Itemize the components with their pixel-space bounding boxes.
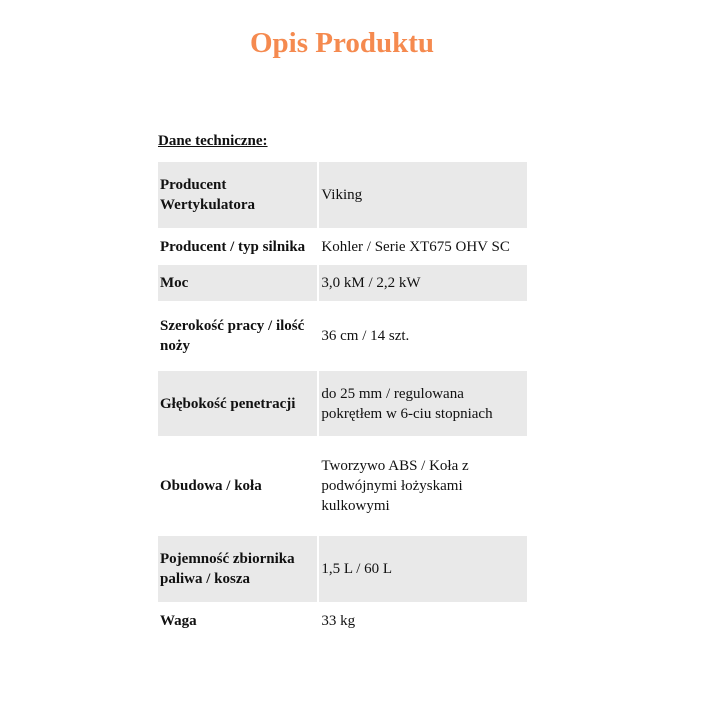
spec-value: Tworzywo ABS / Koła z podwójnymi łożyskami kulkowymi xyxy=(321,458,469,514)
spec-table xyxy=(156,162,529,640)
spec-label: Obudowa / koła xyxy=(160,478,262,494)
table-row xyxy=(158,536,527,602)
spec-label: Waga xyxy=(160,613,197,629)
spec-value: 33 kg xyxy=(321,613,356,629)
section-heading: Dane techniczne: xyxy=(158,133,268,149)
spec-value: 1,5 L / 60 L xyxy=(319,536,527,602)
spec-label: Moc xyxy=(158,265,317,301)
spec-label: Pojemność zbiornika paliwa / kosza xyxy=(158,536,317,602)
spec-label: Producent / typ silnika xyxy=(160,238,306,255)
spec-label: Producent Wertykulatora xyxy=(158,162,317,228)
spec-label: Głębokość penetracji xyxy=(158,371,317,436)
page-title: Opis Produktu xyxy=(249,27,434,59)
spec-value: 36 cm / 14 szt. xyxy=(321,328,410,344)
spec-value: do 25 mm / regulowana pokrętłem w 6-ciu stopniach xyxy=(319,371,527,436)
table-row xyxy=(158,228,527,265)
table-row xyxy=(158,371,527,436)
table-row xyxy=(158,301,527,371)
spec-label: Szerokość pracy / ilość noży xyxy=(160,318,305,354)
spec-value: 3,0 kM / 2,2 kW xyxy=(319,265,527,301)
table-row xyxy=(158,265,527,301)
table-row xyxy=(158,436,527,536)
spec-value: Viking xyxy=(319,162,527,228)
table-row xyxy=(158,602,527,640)
spec-value: Kohler / Serie XT675 OHV SC xyxy=(321,238,510,255)
table-row xyxy=(158,162,527,228)
